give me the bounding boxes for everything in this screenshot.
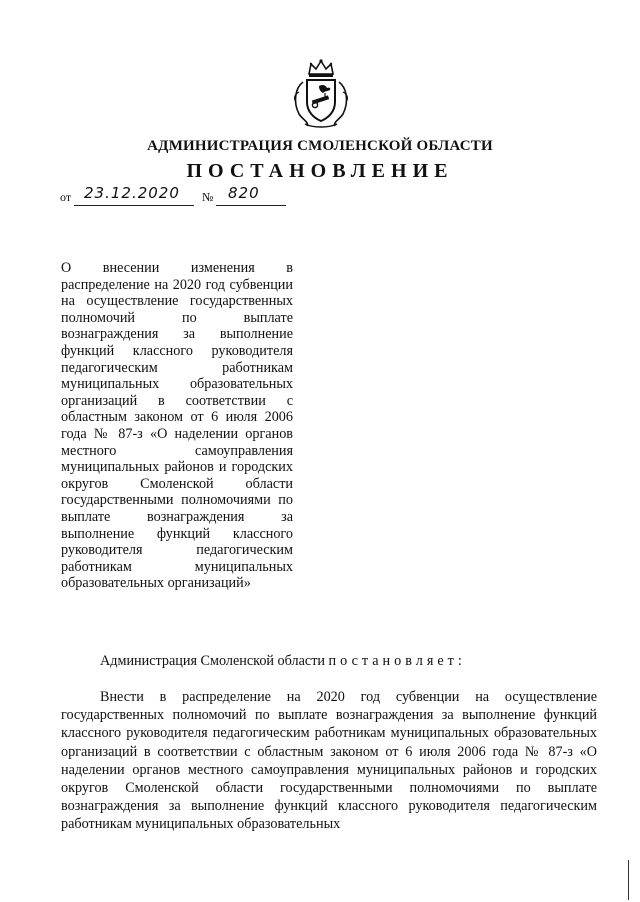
number-prefix: № bbox=[202, 190, 214, 204]
scan-edge-line bbox=[628, 860, 629, 900]
date-prefix: от bbox=[60, 190, 72, 204]
intro-verb: постановляет: bbox=[328, 653, 466, 669]
body-paragraph: Внести в распределение на 2020 год субвенции на осуществление государственных полномочий по выплате вознаграждения за выполнение функций классного руководителя педагогическим работникам муниципальных образовательных организаций в соответствии с областным законом от 6 июля 2006 года № 87-з «О наделении органов местного самоуправления муниципальных районов и городских округов Смоленской области государственными полномочиями по выплате вознаграждения за выполнение функций классного руководителя педагогическим работникам муниципальных образовательных bbox=[61, 689, 597, 833]
handwritten-number: 820 bbox=[228, 184, 260, 202]
document-type-title: ПОСТАНОВЛЕНИЕ bbox=[186, 160, 454, 182]
handwritten-date: 23.12.2020 bbox=[84, 184, 180, 202]
intro-line bbox=[100, 653, 466, 670]
organization-name: АДМИНИСТРАЦИЯ СМОЛЕНСКОЙ ОБЛАСТИ bbox=[147, 138, 493, 154]
coat-of-arms-icon bbox=[285, 58, 357, 130]
number-underline bbox=[216, 205, 286, 206]
date-underline bbox=[74, 205, 194, 206]
resolution-subject: О внесении изменения в распределение на 2020 год субвенции на осуществление государственных полномочий по выплате вознаграждения за выполнение функций классного руководителя педагогическим работникам муниципальных образовательных организаций в соответствии с областным законом от 6 июля 2006 года № 87-з «О наделении органов местного самоуправления муниципальных районов и городских округов Смоленской области государственными полномочиями по выплате вознаграждения за выполнение функций классного руководителя педагогическим работникам муниципальных образовательных организаций» bbox=[61, 260, 293, 592]
intro-subject: Администрация Смоленской области bbox=[100, 653, 329, 669]
